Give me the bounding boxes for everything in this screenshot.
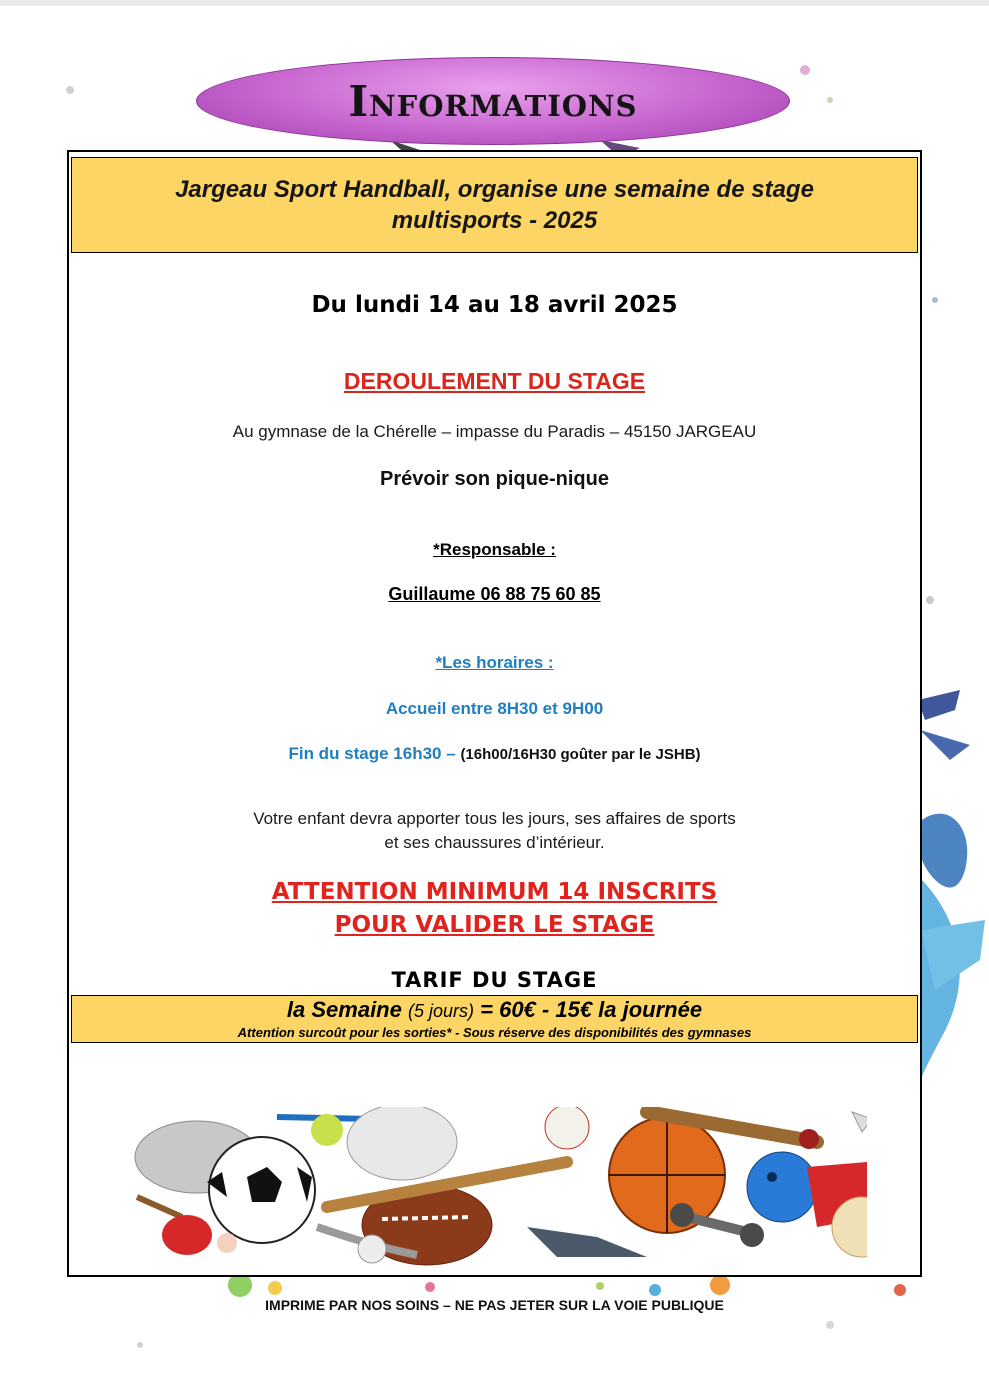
banner-title: Informations <box>348 76 638 126</box>
flyer-frame <box>67 150 922 1277</box>
section-title: DEROULEMENT DU STAGE <box>343 368 646 394</box>
end-time <box>69 744 920 764</box>
price-week-label: la Semaine <box>286 997 402 1022</box>
header-line-1: Jargeau Sport Handball, organise une semaine de stage <box>175 176 814 203</box>
price-note: Attention surcoût pour les sorties* - Sous réserve des disponibilités des gymnases <box>237 1025 752 1040</box>
price-band <box>71 995 918 1043</box>
price-values: = 60€ - 15€ la journée <box>480 997 703 1022</box>
stage-dates: Du lundi 14 au 18 avril 2025 <box>311 292 678 318</box>
price-days: (5 jours) <box>407 1001 474 1021</box>
attention-line-2: POUR VALIDER LE STAGE <box>334 912 655 938</box>
picnic-note: Prévoir son pique-nique <box>380 468 609 490</box>
tarif-title: TARIF DU STAGE <box>391 968 598 992</box>
venue-address: Au gymnase de la Chérelle – impasse du Paradis – 45150 JARGEAU <box>232 422 757 441</box>
responsable-label: *Responsable : <box>433 540 556 559</box>
responsable-contact: Guillaume 06 88 75 60 85 <box>388 584 601 604</box>
attention-line-1: ATTENTION MINIMUM 14 INSCRITS <box>271 879 718 905</box>
bring-line-2: et ses chaussures d’intérieur. <box>384 833 605 852</box>
bring-line-1: Votre enfant devra apporter tous les jours, ses affaires de sports <box>253 809 736 828</box>
header-line-2: multisports - 2025 <box>391 207 598 234</box>
informations-banner <box>196 57 790 145</box>
horaires-label: *Les horaires : <box>435 653 554 672</box>
price-main <box>72 996 917 1025</box>
footer-note: IMPRIME PAR NOS SOINS – NE PAS JETER SUR LA VOIE PUBLIQUE <box>265 1297 724 1313</box>
accueil-time: Accueil entre 8H30 et 9H00 <box>385 699 604 718</box>
end-time-label: Fin du stage 16h30 – <box>288 744 456 763</box>
snack-note: (16h00/16H30 goûter par le JSHB) <box>460 746 701 763</box>
header-band <box>71 157 918 253</box>
sports-equipment-illustration <box>127 1107 867 1267</box>
